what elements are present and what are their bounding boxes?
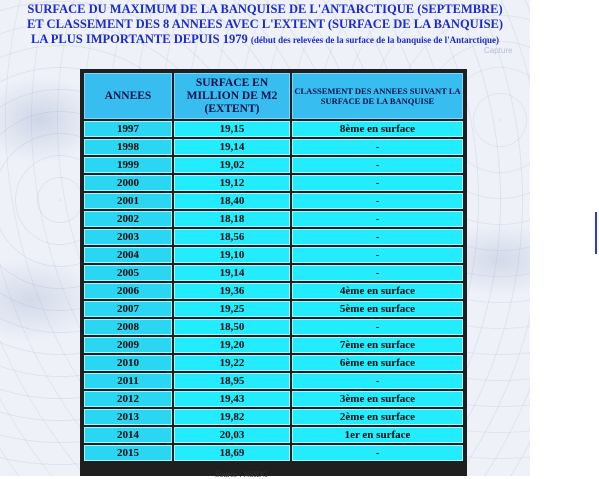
cell-rank: - — [292, 193, 463, 209]
cell-year: 2001 — [84, 193, 172, 209]
table-row — [84, 445, 463, 461]
cell-surface: 19,14 — [174, 139, 290, 155]
cell-surface: 19,82 — [174, 409, 290, 425]
cell-rank: - — [292, 157, 463, 173]
cell-year: 2014 — [84, 427, 172, 443]
table-row — [84, 193, 463, 209]
cell-year: 2012 — [84, 391, 172, 407]
cell-year: 2015 — [84, 445, 172, 461]
cell-year: 2004 — [84, 247, 172, 263]
table-row — [84, 283, 463, 299]
cell-surface: 19,14 — [174, 265, 290, 281]
cell-rank: 5ème en surface — [292, 301, 463, 317]
cell-year: 2003 — [84, 229, 172, 245]
cell-rank: 8ème en surface — [292, 121, 463, 137]
cell-surface: 18,50 — [174, 319, 290, 335]
cell-rank: 6ème en surface — [292, 355, 463, 371]
cell-rank: 3ème en surface — [292, 391, 463, 407]
cell-rank: - — [292, 211, 463, 227]
page-header — [0, 2, 530, 48]
cell-year: 2005 — [84, 265, 172, 281]
cell-year: 1999 — [84, 157, 172, 173]
cell-rank: 4ème en surface — [292, 283, 463, 299]
cell-year: 2011 — [84, 373, 172, 389]
cell-surface: 19,36 — [174, 283, 290, 299]
table-row — [84, 319, 463, 335]
cell-rank: 1er en surface — [292, 427, 463, 443]
cell-rank: 7ème en surface — [292, 337, 463, 353]
header-surface: SURFACE EN MILLION DE M2 (EXTENT) — [174, 73, 290, 119]
table-header-row — [84, 73, 463, 119]
cell-rank: - — [292, 319, 463, 335]
table-row — [84, 121, 463, 137]
header-rank: CLASSEMENT DES ANNEES SUIVANT LA SURFACE DE LA BANQUISE — [292, 73, 463, 119]
table-row — [84, 247, 463, 263]
table-row — [84, 355, 463, 371]
cell-surface: 19,43 — [174, 391, 290, 407]
cell-year: 2013 — [84, 409, 172, 425]
cell-year: 1998 — [84, 139, 172, 155]
table-body — [84, 121, 463, 461]
table-row — [84, 157, 463, 173]
header-line-2: ET CLASSEMENT DES 8 ANNEES AVEC L'EXTENT (SURFACE DE LA BANQUISE) — [26, 17, 504, 31]
cell-surface: 19,12 — [174, 175, 290, 191]
cell-rank: - — [292, 229, 463, 245]
cell-surface: 20,03 — [174, 427, 290, 443]
cell-year: 2009 — [84, 337, 172, 353]
cell-year: 2007 — [84, 301, 172, 317]
table-row — [84, 373, 463, 389]
cell-surface: 18,56 — [174, 229, 290, 245]
table-row — [84, 337, 463, 353]
capture-watermark: Capture — [484, 46, 513, 55]
cell-rank: - — [292, 175, 463, 191]
table-row — [84, 301, 463, 317]
table-row — [84, 211, 463, 227]
cell-surface: 18,18 — [174, 211, 290, 227]
cell-surface: 18,95 — [174, 373, 290, 389]
cell-rank: - — [292, 265, 463, 281]
cell-rank: 2ème en surface — [292, 409, 463, 425]
cell-rank: - — [292, 445, 463, 461]
table-row — [84, 265, 463, 281]
data-table-frame — [80, 69, 467, 476]
table-row — [84, 229, 463, 245]
cell-surface: 19,20 — [174, 337, 290, 353]
cell-surface: 19,15 — [174, 121, 290, 137]
table-row — [84, 409, 463, 425]
header-line-3-note: (début des relevées de la surface de la banquise de l'Antarctique) — [250, 35, 499, 45]
table-row — [84, 139, 463, 155]
sea-ice-table — [82, 71, 465, 463]
cell-year: 1997 — [84, 121, 172, 137]
table-row — [84, 427, 463, 443]
cell-year: 2002 — [84, 211, 172, 227]
table-row — [84, 391, 463, 407]
cell-rank: - — [292, 373, 463, 389]
cell-year: 2008 — [84, 319, 172, 335]
cell-surface: 18,40 — [174, 193, 290, 209]
header-year: ANNEES — [84, 73, 172, 119]
header-line-1: SURFACE DU MAXIMUM DE LA BANQUISE DE L'ANTARCTIQUE (SEPTEMBRE) — [27, 2, 503, 16]
cell-surface: 19,02 — [174, 157, 290, 173]
cell-surface: 19,22 — [174, 355, 290, 371]
cell-year: 2006 — [84, 283, 172, 299]
cell-year: 2000 — [84, 175, 172, 191]
text-cursor — [595, 212, 597, 254]
cell-rank: - — [292, 247, 463, 263]
source-footer: Source : NSIDC — [215, 470, 268, 479]
cell-rank: - — [292, 139, 463, 155]
cell-surface: 19,25 — [174, 301, 290, 317]
cell-surface: 18,69 — [174, 445, 290, 461]
table-row — [84, 175, 463, 191]
cell-surface: 19,10 — [174, 247, 290, 263]
cell-year: 2010 — [84, 355, 172, 371]
header-line-3 — [0, 32, 530, 48]
header-line-3-main: LA PLUS IMPORTANTE DEPUIS 1979 — [30, 32, 248, 46]
